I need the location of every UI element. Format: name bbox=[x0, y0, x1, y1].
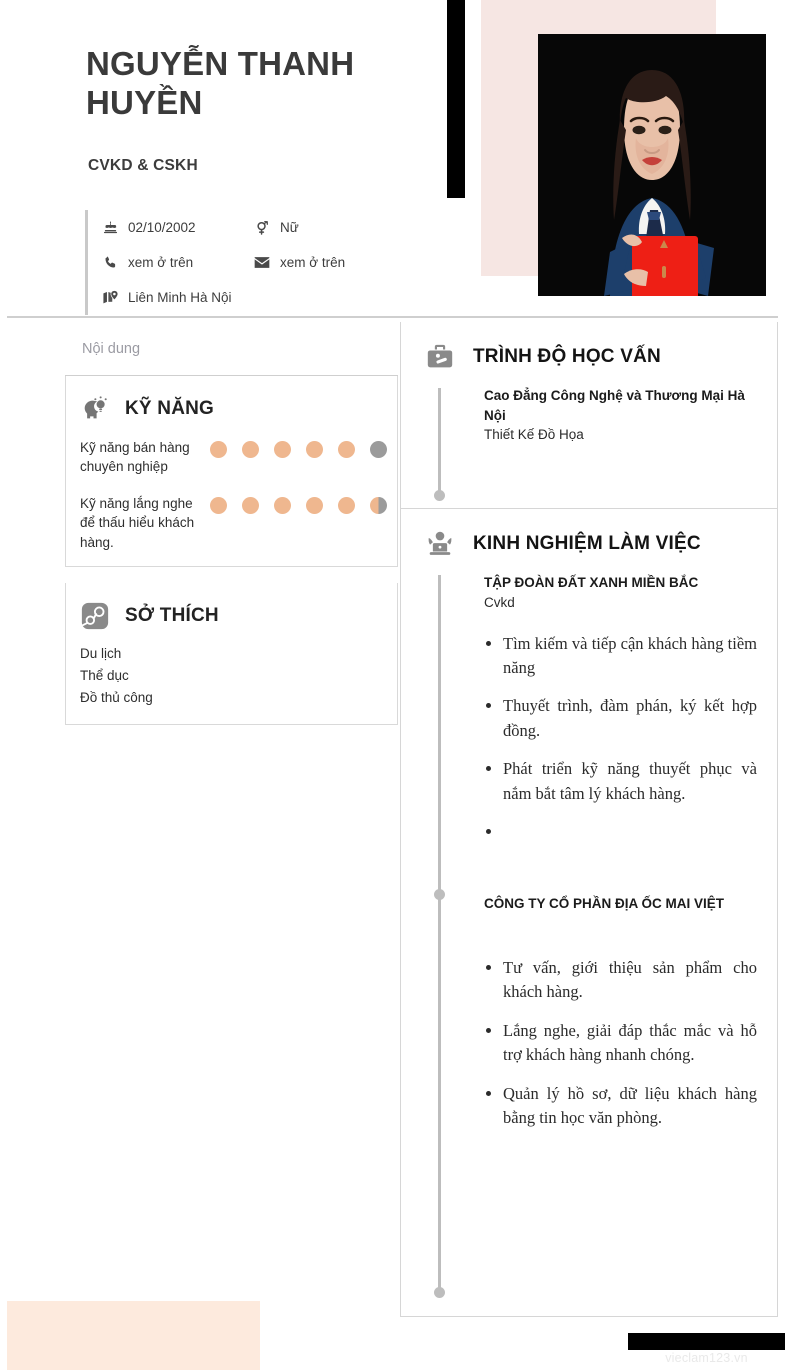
job-entry bbox=[401, 567, 777, 850]
experience-title: KINH NGHIỆM LÀM VIỆC bbox=[473, 533, 701, 554]
timeline-dot bbox=[434, 1287, 445, 1298]
hobbies-header bbox=[66, 583, 397, 641]
skills-title: KỸ NĂNG bbox=[125, 398, 215, 419]
timeline-dot bbox=[434, 490, 445, 501]
skill-label: Kỹ năng lắng nghe để thấu hiểu khách hàng. bbox=[80, 496, 195, 550]
major-name: Thiết Kế Đồ Họa bbox=[484, 427, 584, 443]
bullet-item: • Quản lý hồ sơ, dữ liệu khách hàng bằng tin học văn phòng. bbox=[503, 1082, 757, 1131]
job-entry bbox=[401, 850, 777, 1148]
hobby-item: Du lịch bbox=[80, 645, 122, 661]
education-header bbox=[401, 322, 777, 380]
skill-rating bbox=[210, 438, 387, 458]
rating-dot bbox=[242, 441, 259, 458]
rating-dot bbox=[274, 441, 291, 458]
email-icon bbox=[251, 256, 273, 269]
timeline-line bbox=[438, 575, 441, 1293]
briefcase-icon bbox=[423, 340, 457, 374]
decor-peach-block bbox=[7, 1301, 260, 1370]
rating-dot bbox=[210, 497, 227, 514]
education-section bbox=[401, 322, 777, 509]
bullet-item: • Phát triển kỹ năng thuyết phục và nắm bắt tâm lý khách hàng. bbox=[503, 757, 757, 806]
rating-dot bbox=[210, 441, 227, 458]
gender-value: Nữ bbox=[280, 220, 299, 235]
head-idea-icon bbox=[78, 392, 112, 426]
education-body bbox=[401, 380, 777, 460]
rating-dot bbox=[338, 497, 355, 514]
hobby-item: Đồ thủ công bbox=[80, 689, 153, 705]
bullet-item: • Thuyết trình, đàm phán, ký kết hợp đồng. bbox=[503, 694, 757, 743]
job-responsibilities bbox=[484, 956, 757, 1130]
hobbies-card bbox=[65, 583, 398, 726]
contact-row bbox=[99, 280, 445, 315]
phone-icon bbox=[99, 255, 121, 270]
right-column bbox=[400, 322, 778, 1317]
bullet-item-empty bbox=[503, 820, 757, 844]
left-column bbox=[7, 322, 398, 725]
rating-dot bbox=[274, 497, 291, 514]
decor-black-footer bbox=[628, 1333, 785, 1350]
experience-header bbox=[401, 509, 777, 567]
contact-phone bbox=[99, 255, 251, 270]
skill-rating bbox=[210, 494, 387, 514]
location-value: Liên Minh Hà Nội bbox=[128, 290, 232, 305]
rating-dot bbox=[370, 497, 387, 514]
contact-location bbox=[99, 290, 232, 306]
job-title: CVKD & CSKH bbox=[88, 157, 198, 174]
school-name: Cao Đẳng Công Nghệ và Thương Mại Hà Nội bbox=[484, 388, 745, 423]
timeline-line bbox=[438, 388, 441, 496]
steam-icon bbox=[78, 599, 112, 633]
skill-item bbox=[66, 490, 397, 565]
contact-birthday bbox=[99, 220, 251, 235]
company-name: TẬP ĐOÀN ĐẤT XANH MIỀN BẮC bbox=[484, 575, 699, 590]
contact-row bbox=[99, 245, 445, 280]
page-title: NGUYỄN THANH HUYỀN bbox=[86, 45, 355, 121]
hobby-item: Thể dục bbox=[80, 667, 129, 683]
birthday-value: 02/10/2002 bbox=[128, 220, 196, 235]
email-value: xem ở trên bbox=[280, 255, 346, 270]
rating-dot bbox=[370, 441, 387, 458]
person-laptop-icon bbox=[423, 527, 457, 561]
bullet-item: • Lắng nghe, giải đáp thắc mắc và hỗ trợ khách hàng nhanh chóng. bbox=[503, 1019, 757, 1068]
watermark: vieclam123.vn bbox=[665, 1351, 748, 1365]
rating-dot bbox=[306, 497, 323, 514]
job-role: Cvkd bbox=[484, 594, 515, 610]
location-icon bbox=[99, 290, 121, 306]
bullet-item: • Tư vấn, giới thiệu sản phẩm cho khách hàng. bbox=[503, 956, 757, 1005]
experience-section bbox=[401, 509, 777, 1148]
phone-value: xem ở trên bbox=[128, 255, 194, 270]
contact-gender bbox=[251, 220, 299, 236]
skills-header bbox=[66, 376, 397, 434]
header-section bbox=[7, 7, 778, 318]
education-title: TRÌNH ĐỘ HỌC VẤN bbox=[473, 346, 661, 367]
contact-row bbox=[99, 210, 445, 245]
rating-dot bbox=[242, 497, 259, 514]
skill-item bbox=[66, 434, 397, 490]
contact-email bbox=[251, 255, 345, 270]
hobbies-list bbox=[66, 641, 397, 725]
contact-info bbox=[85, 210, 445, 315]
rating-dot bbox=[306, 441, 323, 458]
timeline-dot bbox=[434, 889, 445, 900]
job-responsibilities bbox=[484, 632, 757, 845]
content-input[interactable] bbox=[65, 322, 398, 376]
company-name: CÔNG TY CỔ PHẦN ĐỊA ỐC MAI VIỆT bbox=[484, 896, 725, 912]
gender-icon bbox=[251, 220, 273, 236]
hobbies-title: SỞ THÍCH bbox=[125, 604, 219, 626]
bullet-item: • Tìm kiếm và tiếp cận khách hàng tiềm năng bbox=[503, 632, 757, 681]
content-placeholder: Nội dung bbox=[82, 340, 141, 357]
skill-label: Kỹ năng bán hàng chuyên nghiệp bbox=[80, 440, 190, 475]
skills-card bbox=[65, 376, 398, 567]
cake-icon bbox=[99, 220, 121, 235]
rating-dot bbox=[338, 441, 355, 458]
